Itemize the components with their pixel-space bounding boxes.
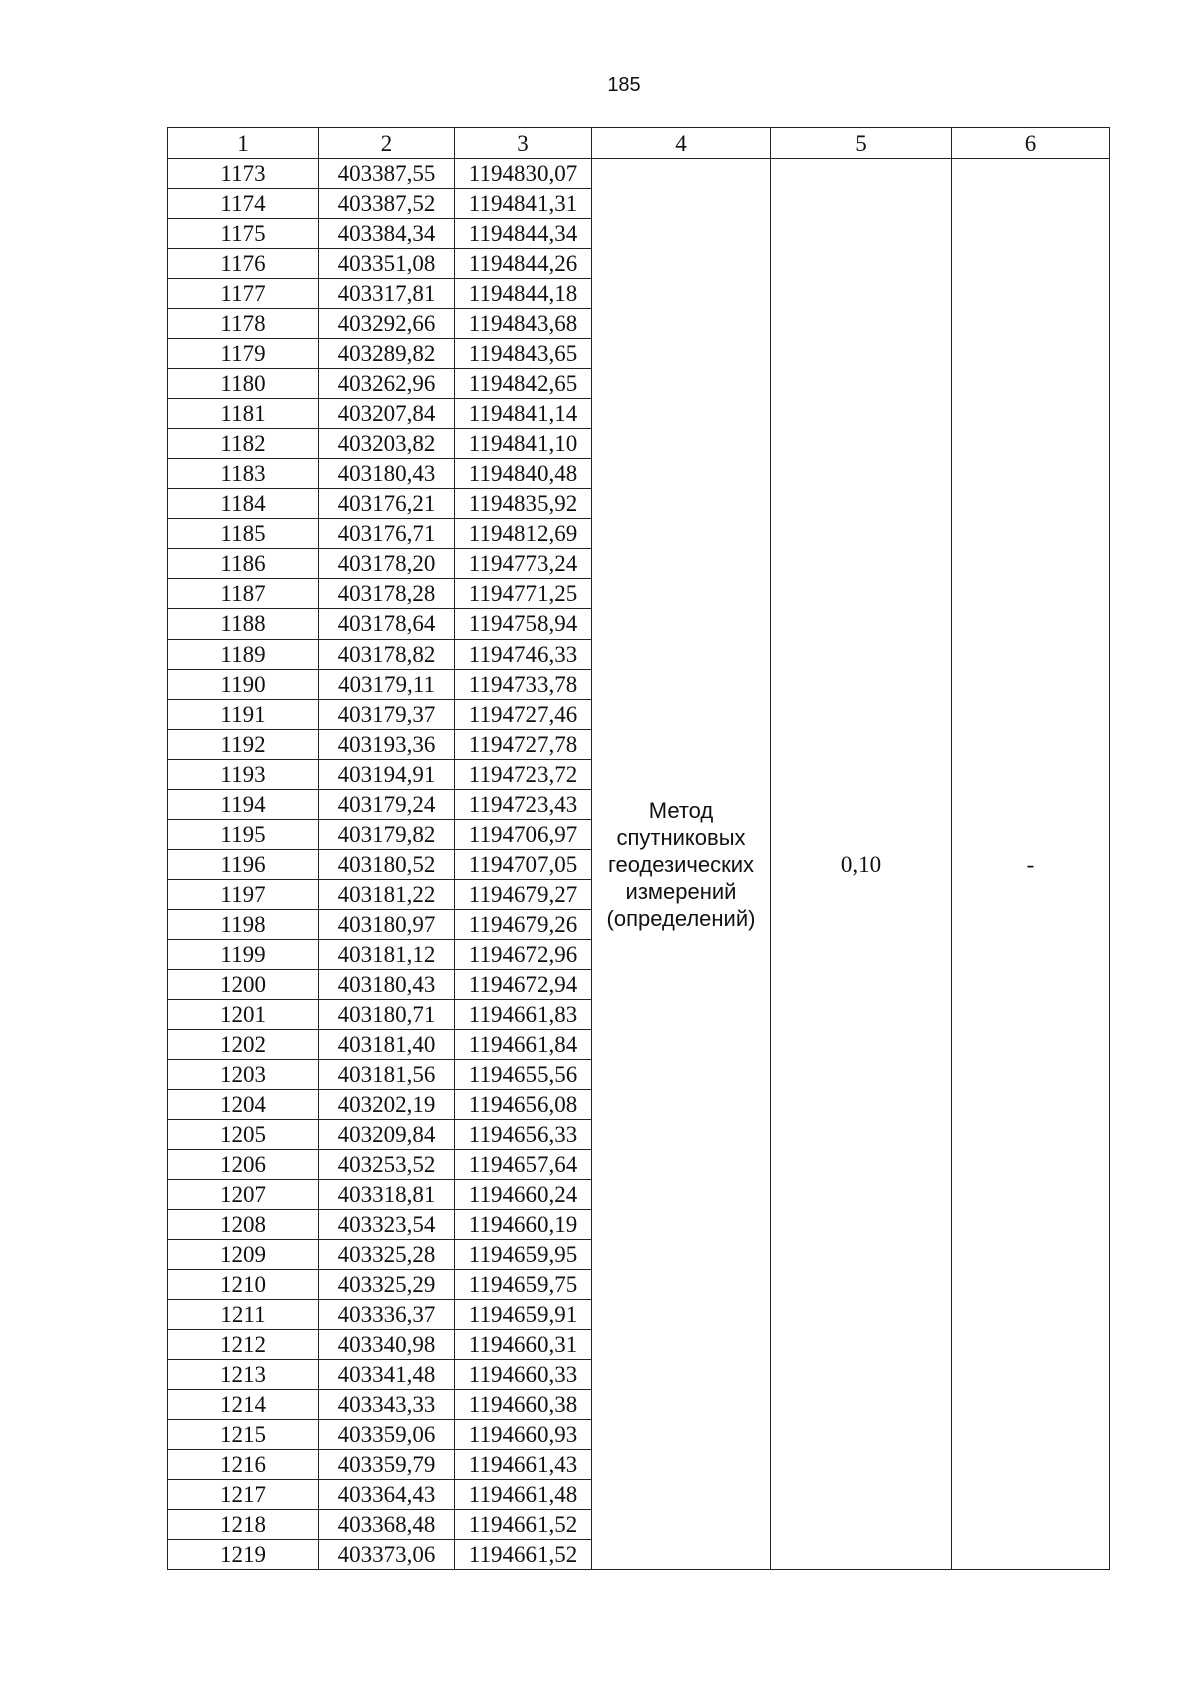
x-coordinate-cell: 403181,40 bbox=[319, 1029, 455, 1059]
x-coordinate-cell: 403343,33 bbox=[319, 1390, 455, 1420]
x-coordinate-cell: 403178,82 bbox=[319, 639, 455, 669]
point-number-cell: 1208 bbox=[168, 1210, 319, 1240]
x-coordinate-cell: 403180,52 bbox=[319, 849, 455, 879]
x-coordinate-cell: 403336,37 bbox=[319, 1300, 455, 1330]
x-coordinate-cell: 403179,11 bbox=[319, 669, 455, 699]
method-cell bbox=[592, 159, 771, 1570]
point-number-cell: 1197 bbox=[168, 879, 319, 909]
header-cell-4: 4 bbox=[592, 128, 771, 159]
y-coordinate-cell: 1194659,95 bbox=[455, 1240, 592, 1270]
note-cell: - bbox=[952, 159, 1110, 1570]
point-number-cell: 1174 bbox=[168, 189, 319, 219]
x-coordinate-cell: 403178,20 bbox=[319, 549, 455, 579]
y-coordinate-cell: 1194661,48 bbox=[455, 1480, 592, 1510]
y-coordinate-cell: 1194661,83 bbox=[455, 999, 592, 1029]
header-cell-3: 3 bbox=[455, 128, 592, 159]
y-coordinate-cell: 1194841,31 bbox=[455, 189, 592, 219]
point-number-cell: 1178 bbox=[168, 309, 319, 339]
x-coordinate-cell: 403373,06 bbox=[319, 1540, 455, 1570]
x-coordinate-cell: 403359,06 bbox=[319, 1420, 455, 1450]
y-coordinate-cell: 1194660,33 bbox=[455, 1360, 592, 1390]
y-coordinate-cell: 1194659,75 bbox=[455, 1270, 592, 1300]
point-number-cell: 1214 bbox=[168, 1390, 319, 1420]
y-coordinate-cell: 1194655,56 bbox=[455, 1059, 592, 1089]
y-coordinate-cell: 1194844,34 bbox=[455, 219, 592, 249]
y-coordinate-cell: 1194672,96 bbox=[455, 939, 592, 969]
point-number-cell: 1206 bbox=[168, 1150, 319, 1180]
y-coordinate-cell: 1194659,91 bbox=[455, 1300, 592, 1330]
method-line: геодезических bbox=[607, 851, 755, 877]
point-number-cell: 1198 bbox=[168, 909, 319, 939]
x-coordinate-cell: 403181,12 bbox=[319, 939, 455, 969]
point-number-cell: 1175 bbox=[168, 219, 319, 249]
table-body bbox=[168, 159, 1110, 1570]
y-coordinate-cell: 1194733,78 bbox=[455, 669, 592, 699]
method-line: Метод bbox=[648, 797, 714, 823]
header-cell-1: 1 bbox=[168, 128, 319, 159]
y-coordinate-cell: 1194727,46 bbox=[455, 699, 592, 729]
y-coordinate-cell: 1194746,33 bbox=[455, 639, 592, 669]
y-coordinate-cell: 1194812,69 bbox=[455, 519, 592, 549]
x-coordinate-cell: 403289,82 bbox=[319, 339, 455, 369]
y-coordinate-cell: 1194723,72 bbox=[455, 759, 592, 789]
point-number-cell: 1203 bbox=[168, 1059, 319, 1089]
y-coordinate-cell: 1194706,97 bbox=[455, 819, 592, 849]
point-number-cell: 1209 bbox=[168, 1240, 319, 1270]
point-number-cell: 1189 bbox=[168, 639, 319, 669]
point-number-cell: 1195 bbox=[168, 819, 319, 849]
point-number-cell: 1183 bbox=[168, 459, 319, 489]
y-coordinate-cell: 1194657,64 bbox=[455, 1150, 592, 1180]
header-row bbox=[168, 128, 1110, 159]
point-number-cell: 1192 bbox=[168, 729, 319, 759]
point-number-cell: 1191 bbox=[168, 699, 319, 729]
y-coordinate-cell: 1194660,19 bbox=[455, 1210, 592, 1240]
point-number-cell: 1215 bbox=[168, 1420, 319, 1450]
x-coordinate-cell: 403323,54 bbox=[319, 1210, 455, 1240]
y-coordinate-cell: 1194656,08 bbox=[455, 1089, 592, 1119]
y-coordinate-cell: 1194773,24 bbox=[455, 549, 592, 579]
y-coordinate-cell: 1194771,25 bbox=[455, 579, 592, 609]
y-coordinate-cell: 1194660,24 bbox=[455, 1180, 592, 1210]
point-number-cell: 1213 bbox=[168, 1360, 319, 1390]
y-coordinate-cell: 1194660,31 bbox=[455, 1330, 592, 1360]
point-number-cell: 1200 bbox=[168, 969, 319, 999]
x-coordinate-cell: 403292,66 bbox=[319, 309, 455, 339]
x-coordinate-cell: 403193,36 bbox=[319, 729, 455, 759]
point-number-cell: 1194 bbox=[168, 789, 319, 819]
y-coordinate-cell: 1194843,65 bbox=[455, 339, 592, 369]
page-number: 185 bbox=[607, 74, 641, 96]
y-coordinate-cell: 1194661,52 bbox=[455, 1510, 592, 1540]
y-coordinate-cell: 1194830,07 bbox=[455, 159, 592, 189]
point-number-cell: 1204 bbox=[168, 1089, 319, 1119]
point-number-cell: 1186 bbox=[168, 549, 319, 579]
point-number-cell: 1193 bbox=[168, 759, 319, 789]
y-coordinate-cell: 1194842,65 bbox=[455, 369, 592, 399]
point-number-cell: 1207 bbox=[168, 1180, 319, 1210]
x-coordinate-cell: 403202,19 bbox=[319, 1089, 455, 1119]
x-coordinate-cell: 403351,08 bbox=[319, 249, 455, 279]
y-coordinate-cell: 1194835,92 bbox=[455, 489, 592, 519]
x-coordinate-cell: 403176,21 bbox=[319, 489, 455, 519]
x-coordinate-cell: 403179,24 bbox=[319, 789, 455, 819]
point-number-cell: 1211 bbox=[168, 1300, 319, 1330]
point-number-cell: 1187 bbox=[168, 579, 319, 609]
method-line: (определений) bbox=[606, 905, 756, 931]
point-number-cell: 1176 bbox=[168, 249, 319, 279]
y-coordinate-cell: 1194844,18 bbox=[455, 279, 592, 309]
x-coordinate-cell: 403262,96 bbox=[319, 369, 455, 399]
coordinates-table bbox=[167, 127, 1110, 1570]
x-coordinate-cell: 403181,56 bbox=[319, 1059, 455, 1089]
header-cell-5: 5 bbox=[771, 128, 952, 159]
x-coordinate-cell: 403179,37 bbox=[319, 699, 455, 729]
x-coordinate-cell: 403179,82 bbox=[319, 819, 455, 849]
point-number-cell: 1217 bbox=[168, 1480, 319, 1510]
y-coordinate-cell: 1194727,78 bbox=[455, 729, 592, 759]
point-number-cell: 1219 bbox=[168, 1540, 319, 1570]
y-coordinate-cell: 1194661,43 bbox=[455, 1450, 592, 1480]
x-coordinate-cell: 403368,48 bbox=[319, 1510, 455, 1540]
x-coordinate-cell: 403209,84 bbox=[319, 1120, 455, 1150]
header-cell-2: 2 bbox=[319, 128, 455, 159]
x-coordinate-cell: 403253,52 bbox=[319, 1150, 455, 1180]
x-coordinate-cell: 403364,43 bbox=[319, 1480, 455, 1510]
point-number-cell: 1205 bbox=[168, 1120, 319, 1150]
y-coordinate-cell: 1194841,10 bbox=[455, 429, 592, 459]
x-coordinate-cell: 403180,43 bbox=[319, 459, 455, 489]
y-coordinate-cell: 1194660,38 bbox=[455, 1390, 592, 1420]
x-coordinate-cell: 403180,71 bbox=[319, 999, 455, 1029]
x-coordinate-cell: 403387,52 bbox=[319, 189, 455, 219]
y-coordinate-cell: 1194723,43 bbox=[455, 789, 592, 819]
accuracy-cell: 0,10 bbox=[771, 159, 952, 1570]
y-coordinate-cell: 1194661,52 bbox=[455, 1540, 592, 1570]
x-coordinate-cell: 403194,91 bbox=[319, 759, 455, 789]
y-coordinate-cell: 1194843,68 bbox=[455, 309, 592, 339]
x-coordinate-cell: 403325,29 bbox=[319, 1270, 455, 1300]
y-coordinate-cell: 1194660,93 bbox=[455, 1420, 592, 1450]
point-number-cell: 1181 bbox=[168, 399, 319, 429]
y-coordinate-cell: 1194679,26 bbox=[455, 909, 592, 939]
x-coordinate-cell: 403387,55 bbox=[319, 159, 455, 189]
x-coordinate-cell: 403203,82 bbox=[319, 429, 455, 459]
point-number-cell: 1199 bbox=[168, 939, 319, 969]
x-coordinate-cell: 403317,81 bbox=[319, 279, 455, 309]
point-number-cell: 1196 bbox=[168, 849, 319, 879]
point-number-cell: 1185 bbox=[168, 519, 319, 549]
point-number-cell: 1212 bbox=[168, 1330, 319, 1360]
x-coordinate-cell: 403180,43 bbox=[319, 969, 455, 999]
x-coordinate-cell: 403178,64 bbox=[319, 609, 455, 639]
x-coordinate-cell: 403176,71 bbox=[319, 519, 455, 549]
point-number-cell: 1173 bbox=[168, 159, 319, 189]
x-coordinate-cell: 403180,97 bbox=[319, 909, 455, 939]
y-coordinate-cell: 1194661,84 bbox=[455, 1029, 592, 1059]
header-cell-6: 6 bbox=[952, 128, 1110, 159]
point-number-cell: 1190 bbox=[168, 669, 319, 699]
x-coordinate-cell: 403341,48 bbox=[319, 1360, 455, 1390]
x-coordinate-cell: 403207,84 bbox=[319, 399, 455, 429]
y-coordinate-cell: 1194679,27 bbox=[455, 879, 592, 909]
x-coordinate-cell: 403325,28 bbox=[319, 1240, 455, 1270]
point-number-cell: 1218 bbox=[168, 1510, 319, 1540]
point-number-cell: 1202 bbox=[168, 1029, 319, 1059]
x-coordinate-cell: 403178,28 bbox=[319, 579, 455, 609]
point-number-cell: 1182 bbox=[168, 429, 319, 459]
x-coordinate-cell: 403340,98 bbox=[319, 1330, 455, 1360]
point-number-cell: 1180 bbox=[168, 369, 319, 399]
point-number-cell: 1216 bbox=[168, 1450, 319, 1480]
point-number-cell: 1177 bbox=[168, 279, 319, 309]
point-number-cell: 1210 bbox=[168, 1270, 319, 1300]
y-coordinate-cell: 1194672,94 bbox=[455, 969, 592, 999]
method-line: измерений bbox=[625, 878, 737, 904]
x-coordinate-cell: 403181,22 bbox=[319, 879, 455, 909]
x-coordinate-cell: 403318,81 bbox=[319, 1180, 455, 1210]
point-number-cell: 1201 bbox=[168, 999, 319, 1029]
y-coordinate-cell: 1194840,48 bbox=[455, 459, 592, 489]
x-coordinate-cell: 403359,79 bbox=[319, 1450, 455, 1480]
point-number-cell: 1184 bbox=[168, 489, 319, 519]
point-number-cell: 1179 bbox=[168, 339, 319, 369]
y-coordinate-cell: 1194841,14 bbox=[455, 399, 592, 429]
method-line: спутниковых bbox=[616, 824, 746, 850]
y-coordinate-cell: 1194707,05 bbox=[455, 849, 592, 879]
y-coordinate-cell: 1194844,26 bbox=[455, 249, 592, 279]
table-row bbox=[168, 159, 1110, 189]
y-coordinate-cell: 1194656,33 bbox=[455, 1120, 592, 1150]
y-coordinate-cell: 1194758,94 bbox=[455, 609, 592, 639]
x-coordinate-cell: 403384,34 bbox=[319, 219, 455, 249]
point-number-cell: 1188 bbox=[168, 609, 319, 639]
